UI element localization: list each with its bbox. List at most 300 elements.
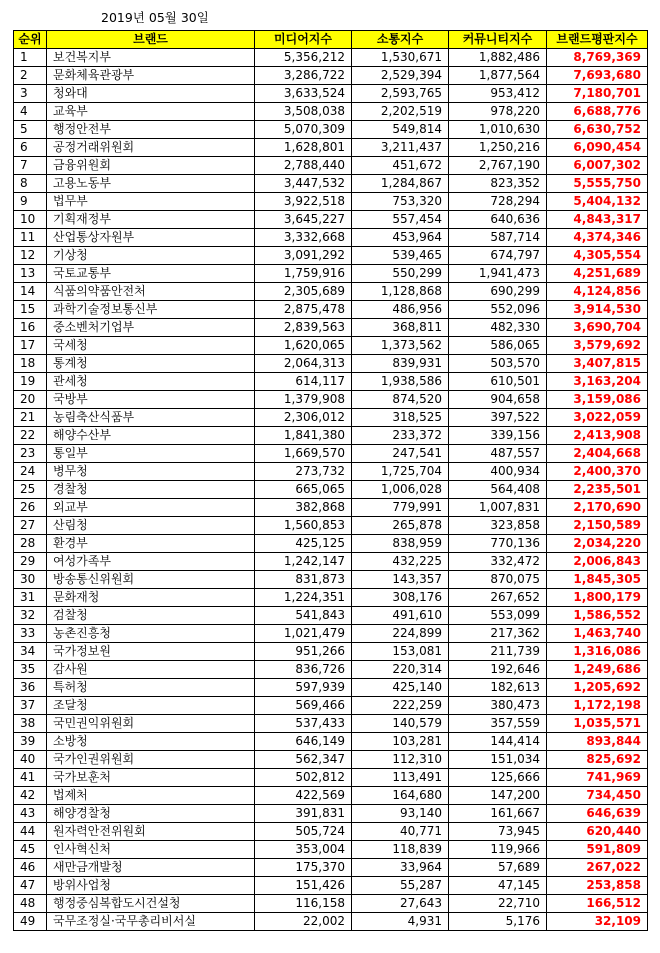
rank-cell: 37 (14, 697, 47, 715)
community-index-cell: 182,613 (449, 679, 547, 697)
table-row (14, 823, 648, 841)
brand-cell: 국무조정실·국무총리비서실 (47, 913, 255, 931)
media-index-cell: 597,939 (255, 679, 352, 697)
brand-cell: 교육부 (47, 103, 255, 121)
communication-index-cell: 451,672 (352, 157, 449, 175)
community-index-cell: 22,710 (449, 895, 547, 913)
communication-index-cell: 425,140 (352, 679, 449, 697)
communication-index-cell: 265,878 (352, 517, 449, 535)
communication-index-cell: 224,899 (352, 625, 449, 643)
communication-index-cell: 3,211,437 (352, 139, 449, 157)
media-index-cell: 273,732 (255, 463, 352, 481)
media-index-cell: 1,560,853 (255, 517, 352, 535)
media-index-cell: 391,831 (255, 805, 352, 823)
community-index-cell: 57,689 (449, 859, 547, 877)
rank-cell: 13 (14, 265, 47, 283)
community-index-cell: 953,412 (449, 85, 547, 103)
reputation-index-cell: 1,316,086 (547, 643, 648, 661)
table-row (14, 211, 648, 229)
communication-index-cell: 164,680 (352, 787, 449, 805)
rank-cell: 15 (14, 301, 47, 319)
reputation-index-cell: 4,374,346 (547, 229, 648, 247)
community-index-cell: 553,099 (449, 607, 547, 625)
rank-cell: 29 (14, 553, 47, 571)
table-row (14, 409, 648, 427)
table-row (14, 445, 648, 463)
community-index-cell: 125,666 (449, 769, 547, 787)
media-index-cell: 3,633,524 (255, 85, 352, 103)
table-row (14, 247, 648, 265)
community-index-cell: 400,934 (449, 463, 547, 481)
community-index-cell: 2,767,190 (449, 157, 547, 175)
reputation-index-cell: 1,845,305 (547, 571, 648, 589)
media-index-cell: 614,117 (255, 373, 352, 391)
media-index-cell: 1,379,908 (255, 391, 352, 409)
table-row (14, 157, 648, 175)
brand-cell: 방위사업청 (47, 877, 255, 895)
reputation-index-cell: 3,914,530 (547, 301, 648, 319)
table-row (14, 463, 648, 481)
media-index-cell: 353,004 (255, 841, 352, 859)
media-index-cell: 3,332,668 (255, 229, 352, 247)
communication-index-cell: 874,520 (352, 391, 449, 409)
rank-cell: 3 (14, 85, 47, 103)
community-index-cell: 323,858 (449, 517, 547, 535)
table-row (14, 571, 648, 589)
media-index-cell: 2,839,563 (255, 319, 352, 337)
brand-cell: 국가보훈처 (47, 769, 255, 787)
communication-index-cell: 1,284,867 (352, 175, 449, 193)
rank-cell: 42 (14, 787, 47, 805)
community-index-cell: 1,882,486 (449, 49, 547, 67)
community-index-cell: 267,652 (449, 589, 547, 607)
communication-index-cell: 838,959 (352, 535, 449, 553)
brand-cell: 농림축산식품부 (47, 409, 255, 427)
table-header-row (14, 31, 648, 49)
community-index-cell: 870,075 (449, 571, 547, 589)
community-index-cell: 770,136 (449, 535, 547, 553)
report-date: 2019년 05월 30일 (101, 10, 209, 25)
brand-cell: 농촌진흥청 (47, 625, 255, 643)
table-row (14, 121, 648, 139)
brand-cell: 국가인권위원회 (47, 751, 255, 769)
table-row (14, 859, 648, 877)
brand-cell: 과학기술정보통신부 (47, 301, 255, 319)
rank-cell: 12 (14, 247, 47, 265)
media-index-cell: 3,447,532 (255, 175, 352, 193)
brand-cell: 환경부 (47, 535, 255, 553)
communication-index-cell: 550,299 (352, 265, 449, 283)
brand-cell: 청와대 (47, 85, 255, 103)
brand-cell: 공정거래위원회 (47, 139, 255, 157)
brand-cell: 기획재정부 (47, 211, 255, 229)
media-index-cell: 422,569 (255, 787, 352, 805)
media-index-cell: 836,726 (255, 661, 352, 679)
reputation-index-cell: 2,400,370 (547, 463, 648, 481)
media-index-cell: 2,305,689 (255, 283, 352, 301)
reputation-index-cell: 2,150,589 (547, 517, 648, 535)
table-row (14, 355, 648, 373)
brand-cell: 행정안전부 (47, 121, 255, 139)
rank-cell: 18 (14, 355, 47, 373)
community-index-cell: 1,250,216 (449, 139, 547, 157)
rank-cell: 47 (14, 877, 47, 895)
communication-index-cell: 453,964 (352, 229, 449, 247)
brand-cell: 행정중심복합도시건설청 (47, 895, 255, 913)
header-communication-index: 소통지수 (352, 31, 449, 49)
media-index-cell: 3,286,722 (255, 67, 352, 85)
community-index-cell: 823,352 (449, 175, 547, 193)
reputation-index-cell: 8,769,369 (547, 49, 648, 67)
table-row (14, 751, 648, 769)
communication-index-cell: 1,530,671 (352, 49, 449, 67)
rank-cell: 17 (14, 337, 47, 355)
community-index-cell: 380,473 (449, 697, 547, 715)
rank-cell: 39 (14, 733, 47, 751)
table-row (14, 229, 648, 247)
reputation-index-cell: 6,688,776 (547, 103, 648, 121)
rank-cell: 41 (14, 769, 47, 787)
media-index-cell: 1,841,380 (255, 427, 352, 445)
table-row (14, 715, 648, 733)
rank-cell: 27 (14, 517, 47, 535)
reputation-index-cell: 1,035,571 (547, 715, 648, 733)
brand-cell: 국토교통부 (47, 265, 255, 283)
table-row (14, 481, 648, 499)
brand-cell: 보건복지부 (47, 49, 255, 67)
table-row (14, 553, 648, 571)
reputation-index-cell: 166,512 (547, 895, 648, 913)
table-row (14, 733, 648, 751)
communication-index-cell: 753,320 (352, 193, 449, 211)
community-index-cell: 217,362 (449, 625, 547, 643)
media-index-cell: 665,065 (255, 481, 352, 499)
brand-cell: 중소벤처기업부 (47, 319, 255, 337)
community-index-cell: 211,739 (449, 643, 547, 661)
media-index-cell: 1,669,570 (255, 445, 352, 463)
communication-index-cell: 113,491 (352, 769, 449, 787)
community-index-cell: 397,522 (449, 409, 547, 427)
community-index-cell: 144,414 (449, 733, 547, 751)
table-row (14, 913, 648, 931)
rank-cell: 1 (14, 49, 47, 67)
media-index-cell: 646,149 (255, 733, 352, 751)
rank-cell: 21 (14, 409, 47, 427)
rank-cell: 43 (14, 805, 47, 823)
reputation-index-cell: 591,809 (547, 841, 648, 859)
brand-cell: 기상청 (47, 247, 255, 265)
brand-cell: 금융위원회 (47, 157, 255, 175)
rank-cell: 7 (14, 157, 47, 175)
community-index-cell: 1,941,473 (449, 265, 547, 283)
media-index-cell: 537,433 (255, 715, 352, 733)
community-index-cell: 5,176 (449, 913, 547, 931)
rank-cell: 19 (14, 373, 47, 391)
community-index-cell: 586,065 (449, 337, 547, 355)
communication-index-cell: 112,310 (352, 751, 449, 769)
rank-cell: 36 (14, 679, 47, 697)
media-index-cell: 3,508,038 (255, 103, 352, 121)
rank-cell: 26 (14, 499, 47, 517)
brand-cell: 법무부 (47, 193, 255, 211)
communication-index-cell: 143,357 (352, 571, 449, 589)
community-index-cell: 47,145 (449, 877, 547, 895)
communication-index-cell: 549,814 (352, 121, 449, 139)
reputation-index-cell: 6,007,302 (547, 157, 648, 175)
rank-cell: 31 (14, 589, 47, 607)
brand-cell: 여성가족부 (47, 553, 255, 571)
brand-cell: 해양경찰청 (47, 805, 255, 823)
rank-cell: 8 (14, 175, 47, 193)
media-index-cell: 1,628,801 (255, 139, 352, 157)
community-index-cell: 339,156 (449, 427, 547, 445)
media-index-cell: 1,759,916 (255, 265, 352, 283)
media-index-cell: 569,466 (255, 697, 352, 715)
media-index-cell: 562,347 (255, 751, 352, 769)
reputation-index-cell: 3,163,204 (547, 373, 648, 391)
rank-cell: 16 (14, 319, 47, 337)
reputation-index-cell: 2,006,843 (547, 553, 648, 571)
rank-cell: 45 (14, 841, 47, 859)
community-index-cell: 151,034 (449, 751, 547, 769)
community-index-cell: 357,559 (449, 715, 547, 733)
community-index-cell: 192,646 (449, 661, 547, 679)
brand-cell: 관세청 (47, 373, 255, 391)
community-index-cell: 552,096 (449, 301, 547, 319)
table-row (14, 877, 648, 895)
brand-cell: 새만금개발청 (47, 859, 255, 877)
table-row (14, 319, 648, 337)
table-row (14, 787, 648, 805)
table-row (14, 103, 648, 121)
media-index-cell: 116,158 (255, 895, 352, 913)
rank-cell: 22 (14, 427, 47, 445)
brand-cell: 산업통상자원부 (47, 229, 255, 247)
brand-cell: 원자력안전위원회 (47, 823, 255, 841)
communication-index-cell: 308,176 (352, 589, 449, 607)
media-index-cell: 175,370 (255, 859, 352, 877)
header-media-index: 미디어지수 (255, 31, 352, 49)
header-rank: 순위 (14, 31, 47, 49)
communication-index-cell: 118,839 (352, 841, 449, 859)
media-index-cell: 1,224,351 (255, 589, 352, 607)
community-index-cell: 587,714 (449, 229, 547, 247)
media-index-cell: 541,843 (255, 607, 352, 625)
rank-cell: 5 (14, 121, 47, 139)
communication-index-cell: 432,225 (352, 553, 449, 571)
rank-cell: 23 (14, 445, 47, 463)
communication-index-cell: 93,140 (352, 805, 449, 823)
reputation-index-cell: 3,159,086 (547, 391, 648, 409)
rank-cell: 34 (14, 643, 47, 661)
communication-index-cell: 2,529,394 (352, 67, 449, 85)
community-index-cell: 73,945 (449, 823, 547, 841)
communication-index-cell: 486,956 (352, 301, 449, 319)
rank-cell: 6 (14, 139, 47, 157)
table-row (14, 517, 648, 535)
rank-cell: 46 (14, 859, 47, 877)
community-index-cell: 690,299 (449, 283, 547, 301)
reputation-index-cell: 4,251,689 (547, 265, 648, 283)
reputation-index-cell: 7,693,680 (547, 67, 648, 85)
communication-index-cell: 1,006,028 (352, 481, 449, 499)
brand-cell: 식품의약품안전처 (47, 283, 255, 301)
communication-index-cell: 539,465 (352, 247, 449, 265)
reputation-index-cell: 2,235,501 (547, 481, 648, 499)
table-row (14, 607, 648, 625)
table-row (14, 643, 648, 661)
community-index-cell: 904,658 (449, 391, 547, 409)
brand-cell: 문화체육관광부 (47, 67, 255, 85)
brand-cell: 병무청 (47, 463, 255, 481)
community-index-cell: 978,220 (449, 103, 547, 121)
brand-cell: 국민권익위원회 (47, 715, 255, 733)
table-row (14, 283, 648, 301)
table-row (14, 301, 648, 319)
communication-index-cell: 153,081 (352, 643, 449, 661)
communication-index-cell: 233,372 (352, 427, 449, 445)
communication-index-cell: 491,610 (352, 607, 449, 625)
rank-cell: 28 (14, 535, 47, 553)
community-index-cell: 728,294 (449, 193, 547, 211)
reputation-index-cell: 6,090,454 (547, 139, 648, 157)
rank-cell: 38 (14, 715, 47, 733)
community-index-cell: 503,570 (449, 355, 547, 373)
communication-index-cell: 33,964 (352, 859, 449, 877)
brand-cell: 방송통신위원회 (47, 571, 255, 589)
community-index-cell: 1,877,564 (449, 67, 547, 85)
table-row (14, 193, 648, 211)
communication-index-cell: 839,931 (352, 355, 449, 373)
community-index-cell: 564,408 (449, 481, 547, 499)
media-index-cell: 1,021,479 (255, 625, 352, 643)
rank-cell: 32 (14, 607, 47, 625)
table-row (14, 625, 648, 643)
brand-cell: 검찰청 (47, 607, 255, 625)
brand-cell: 국세청 (47, 337, 255, 355)
table-row (14, 895, 648, 913)
reputation-index-cell: 2,404,668 (547, 445, 648, 463)
table-row (14, 805, 648, 823)
header-brand-reputation-index: 브랜드평판지수 (547, 31, 648, 49)
table-row (14, 49, 648, 67)
reputation-index-cell: 3,022,059 (547, 409, 648, 427)
communication-index-cell: 557,454 (352, 211, 449, 229)
media-index-cell: 831,873 (255, 571, 352, 589)
media-index-cell: 1,620,065 (255, 337, 352, 355)
brand-cell: 법제처 (47, 787, 255, 805)
communication-index-cell: 247,541 (352, 445, 449, 463)
media-index-cell: 502,812 (255, 769, 352, 787)
rank-cell: 48 (14, 895, 47, 913)
community-index-cell: 332,472 (449, 553, 547, 571)
reputation-index-cell: 620,440 (547, 823, 648, 841)
rank-cell: 11 (14, 229, 47, 247)
communication-index-cell: 222,259 (352, 697, 449, 715)
reputation-index-cell: 7,180,701 (547, 85, 648, 103)
brand-cell: 고용노동부 (47, 175, 255, 193)
media-index-cell: 1,242,147 (255, 553, 352, 571)
community-index-cell: 640,636 (449, 211, 547, 229)
table-row (14, 391, 648, 409)
reputation-index-cell: 4,124,856 (547, 283, 648, 301)
table-row (14, 337, 648, 355)
brand-cell: 국방부 (47, 391, 255, 409)
communication-index-cell: 140,579 (352, 715, 449, 733)
media-index-cell: 3,091,292 (255, 247, 352, 265)
table-row (14, 85, 648, 103)
communication-index-cell: 1,938,586 (352, 373, 449, 391)
media-index-cell: 505,724 (255, 823, 352, 841)
media-index-cell: 5,070,309 (255, 121, 352, 139)
communication-index-cell: 55,287 (352, 877, 449, 895)
reputation-index-cell: 4,843,317 (547, 211, 648, 229)
communication-index-cell: 779,991 (352, 499, 449, 517)
brand-cell: 감사원 (47, 661, 255, 679)
table-row (14, 841, 648, 859)
communication-index-cell: 1,725,704 (352, 463, 449, 481)
rank-cell: 33 (14, 625, 47, 643)
communication-index-cell: 27,643 (352, 895, 449, 913)
brand-cell: 문화재청 (47, 589, 255, 607)
brand-cell: 외교부 (47, 499, 255, 517)
media-index-cell: 951,266 (255, 643, 352, 661)
communication-index-cell: 40,771 (352, 823, 449, 841)
brand-cell: 소방청 (47, 733, 255, 751)
brand-cell: 특허청 (47, 679, 255, 697)
communication-index-cell: 103,281 (352, 733, 449, 751)
reputation-index-cell: 5,404,132 (547, 193, 648, 211)
community-index-cell: 487,557 (449, 445, 547, 463)
community-index-cell: 610,501 (449, 373, 547, 391)
media-index-cell: 382,868 (255, 499, 352, 517)
communication-index-cell: 220,314 (352, 661, 449, 679)
reputation-index-cell: 32,109 (547, 913, 648, 931)
community-index-cell: 119,966 (449, 841, 547, 859)
rank-cell: 40 (14, 751, 47, 769)
reputation-index-cell: 6,630,752 (547, 121, 648, 139)
reputation-index-cell: 893,844 (547, 733, 648, 751)
table-row (14, 175, 648, 193)
reputation-index-cell: 1,249,686 (547, 661, 648, 679)
communication-index-cell: 1,128,868 (352, 283, 449, 301)
media-index-cell: 2,788,440 (255, 157, 352, 175)
brand-cell: 해양수산부 (47, 427, 255, 445)
brand-reputation-table (13, 30, 648, 931)
communication-index-cell: 318,525 (352, 409, 449, 427)
communication-index-cell: 1,373,562 (352, 337, 449, 355)
reputation-index-cell: 2,034,220 (547, 535, 648, 553)
reputation-index-cell: 1,205,692 (547, 679, 648, 697)
reputation-index-cell: 1,172,198 (547, 697, 648, 715)
table-row (14, 769, 648, 787)
media-index-cell: 5,356,212 (255, 49, 352, 67)
media-index-cell: 2,306,012 (255, 409, 352, 427)
community-index-cell: 161,667 (449, 805, 547, 823)
reputation-index-cell: 734,450 (547, 787, 648, 805)
rank-cell: 35 (14, 661, 47, 679)
reputation-index-cell: 1,586,552 (547, 607, 648, 625)
community-index-cell: 674,797 (449, 247, 547, 265)
header-brand: 브랜드 (47, 31, 255, 49)
community-index-cell: 1,010,630 (449, 121, 547, 139)
media-index-cell: 425,125 (255, 535, 352, 553)
reputation-index-cell: 253,858 (547, 877, 648, 895)
brand-cell: 국가정보원 (47, 643, 255, 661)
community-index-cell: 482,330 (449, 319, 547, 337)
community-index-cell: 147,200 (449, 787, 547, 805)
table-row (14, 265, 648, 283)
